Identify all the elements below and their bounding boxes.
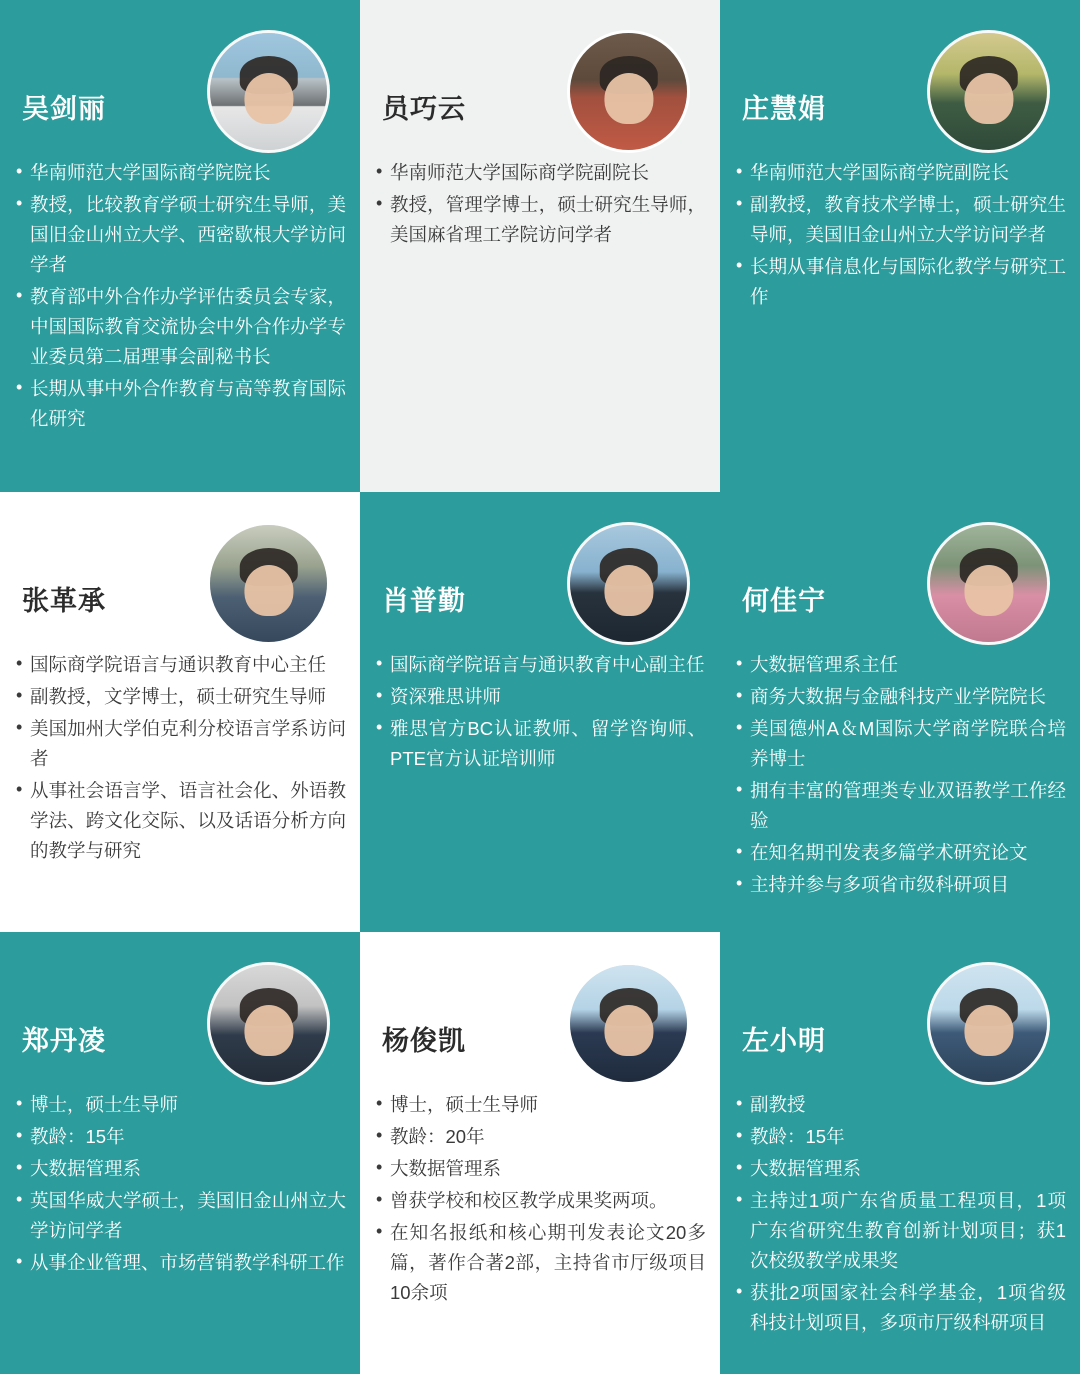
list-item: • 主持并参与多项省市级科研项目 bbox=[736, 870, 1066, 900]
faculty-bullets bbox=[376, 1090, 706, 1310]
list-item: • 大数据管理系 bbox=[376, 1154, 706, 1184]
avatar bbox=[927, 522, 1050, 645]
list-item: • 国际商学院语言与通识教育中心主任 bbox=[16, 650, 346, 680]
avatar bbox=[567, 522, 690, 645]
list-item: • 教龄：15年 bbox=[736, 1122, 1066, 1152]
list-item: • 大数据管理系主任 bbox=[736, 650, 1066, 680]
avatar bbox=[207, 522, 330, 645]
list-item: • 获批2项国家社会科学基金，1项省级科技计划项目，多项市厅级科研项目 bbox=[736, 1278, 1066, 1338]
list-item: • 主持过1项广东省质量工程项目，1项广东省研究生教育创新计划项目；获1次校级教学成果奖 bbox=[736, 1186, 1066, 1276]
faculty-card bbox=[0, 0, 360, 492]
faculty-bullets bbox=[736, 158, 1066, 314]
faculty-name: 庄慧娟 bbox=[742, 94, 826, 124]
list-item: • 大数据管理系 bbox=[736, 1154, 1066, 1184]
faculty-bullets bbox=[736, 1090, 1066, 1340]
list-item: • 大数据管理系 bbox=[16, 1154, 346, 1184]
list-item: • 在知名期刊发表多篇学术研究论文 bbox=[736, 838, 1066, 868]
list-item: • 长期从事中外合作教育与高等教育国际化研究 bbox=[16, 374, 346, 434]
list-item: • 教授，管理学博士，硕士研究生导师，美国麻省理工学院访问学者 bbox=[376, 190, 706, 250]
faculty-bullets bbox=[16, 158, 346, 436]
faculty-card bbox=[720, 932, 1080, 1374]
list-item: • 英国华威大学硕士，美国旧金山州立大学访问学者 bbox=[16, 1186, 346, 1246]
list-item: • 副教授，文学博士，硕士研究生导师 bbox=[16, 682, 346, 712]
list-item: • 美国德州A＆M国际大学商学院联合培养博士 bbox=[736, 714, 1066, 774]
faculty-name: 张革承 bbox=[22, 586, 106, 616]
list-item: • 华南师范大学国际商学院院长 bbox=[16, 158, 346, 188]
list-item: • 教授，比较教育学硕士研究生导师，美国旧金山州立大学、西密歇根大学访问学者 bbox=[16, 190, 346, 280]
avatar bbox=[927, 30, 1050, 153]
list-item: • 教龄：15年 bbox=[16, 1122, 346, 1152]
faculty-name: 员巧云 bbox=[382, 94, 466, 124]
faculty-name: 郑丹凌 bbox=[22, 1026, 106, 1056]
faculty-bullets bbox=[16, 1090, 346, 1280]
avatar bbox=[567, 962, 690, 1085]
list-item: • 雅思官方BC认证教师、留学咨询师、PTE官方认证培训师 bbox=[376, 714, 706, 774]
faculty-name: 左小明 bbox=[742, 1026, 826, 1056]
list-item: • 博士，硕士生导师 bbox=[16, 1090, 346, 1120]
faculty-card bbox=[360, 492, 720, 932]
faculty-bullets bbox=[376, 650, 706, 776]
avatar bbox=[927, 962, 1050, 1085]
list-item: • 副教授 bbox=[736, 1090, 1066, 1120]
list-item: • 副教授，教育技术学博士，硕士研究生导师，美国旧金山州立大学访问学者 bbox=[736, 190, 1066, 250]
avatar bbox=[207, 962, 330, 1085]
list-item: • 曾获学校和校区教学成果奖两项。 bbox=[376, 1186, 706, 1216]
list-item: • 拥有丰富的管理类专业双语教学工作经验 bbox=[736, 776, 1066, 836]
avatar bbox=[567, 30, 690, 153]
faculty-card bbox=[0, 932, 360, 1374]
list-item: • 从事社会语言学、语言社会化、外语教学法、跨文化交际、以及话语分析方向的教学与研究 bbox=[16, 776, 346, 866]
list-item: • 长期从事信息化与国际化教学与研究工作 bbox=[736, 252, 1066, 312]
avatar bbox=[207, 30, 330, 153]
faculty-card bbox=[360, 932, 720, 1374]
faculty-name: 何佳宁 bbox=[742, 586, 826, 616]
list-item: • 国际商学院语言与通识教育中心副主任 bbox=[376, 650, 706, 680]
list-item: • 从事企业管理、市场营销教学科研工作 bbox=[16, 1248, 346, 1278]
list-item: • 博士，硕士生导师 bbox=[376, 1090, 706, 1120]
faculty-card bbox=[720, 0, 1080, 492]
list-item: • 华南师范大学国际商学院副院长 bbox=[376, 158, 706, 188]
faculty-name: 杨俊凯 bbox=[382, 1026, 466, 1056]
faculty-card bbox=[0, 492, 360, 932]
list-item: • 商务大数据与金融科技产业学院院长 bbox=[736, 682, 1066, 712]
list-item: • 教育部中外合作办学评估委员会专家，中国国际教育交流协会中外合作办学专业委员第二届理事会副秘书长 bbox=[16, 282, 346, 372]
list-item: • 华南师范大学国际商学院副院长 bbox=[736, 158, 1066, 188]
faculty-bullets bbox=[376, 158, 706, 252]
faculty-name: 吴剑丽 bbox=[22, 94, 106, 124]
faculty-bullets bbox=[16, 650, 346, 868]
faculty-card bbox=[720, 492, 1080, 932]
list-item: • 美国加州大学伯克利分校语言学系访问者 bbox=[16, 714, 346, 774]
faculty-card bbox=[360, 0, 720, 492]
list-item: • 在知名报纸和核心期刊发表论文20多篇，著作合著2部，主持省市厅级项目10余项 bbox=[376, 1218, 706, 1308]
list-item: • 教龄：20年 bbox=[376, 1122, 706, 1152]
list-item: • 资深雅思讲师 bbox=[376, 682, 706, 712]
faculty-name: 肖普勤 bbox=[382, 586, 466, 616]
faculty-bullets bbox=[736, 650, 1066, 902]
